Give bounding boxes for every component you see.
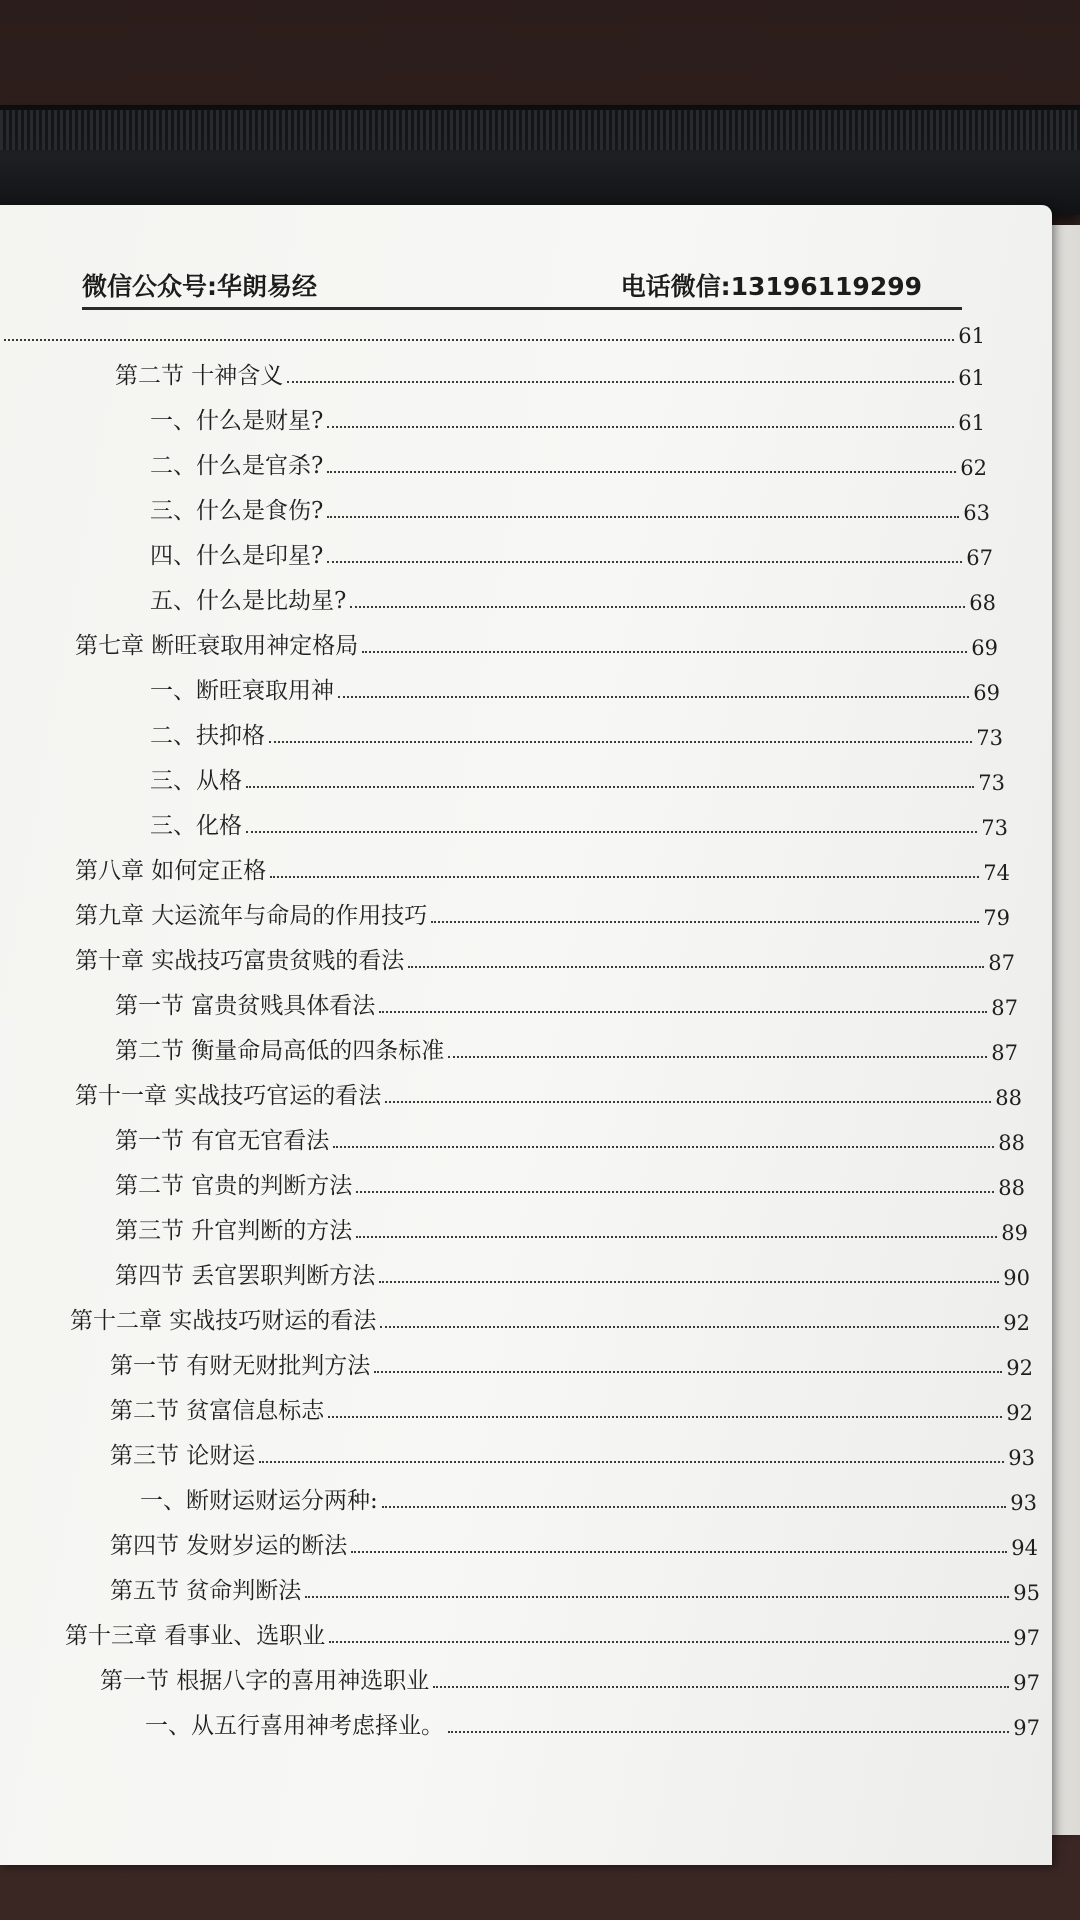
toc-entry-title: 四、什么是印星?	[150, 543, 324, 569]
toc-entry-title: 第十一章 实战技巧官运的看法	[75, 1083, 382, 1109]
toc-entry	[110, 1565, 1040, 1605]
toc-entry	[75, 890, 1010, 930]
toc-entry	[150, 710, 1003, 750]
toc-entry-title: 三、从格	[150, 768, 242, 794]
toc-entry	[140, 1475, 1037, 1515]
toc-entry-page: 97	[1013, 1716, 1040, 1740]
toc-entry-page: 61	[958, 411, 985, 435]
toc-entry-title: 第二节 衡量命局高低的四条标准	[115, 1038, 445, 1064]
toc-entry-title: 一、从五行喜用神考虑择业。	[145, 1713, 444, 1739]
toc-entry	[150, 665, 1000, 705]
toc-entry	[115, 1205, 1028, 1245]
dot-leader	[327, 471, 956, 473]
toc-entry-title: 第四节 丢官罢职判断方法	[115, 1263, 376, 1289]
dot-leader	[351, 1551, 1007, 1553]
toc-entry-page: 61	[958, 366, 985, 390]
toc-entry	[150, 395, 985, 435]
dot-leader	[374, 1371, 1002, 1373]
dot-leader	[362, 651, 967, 653]
toc-entry-title: 第三节 论财运	[110, 1443, 256, 1469]
toc-entry-page: 88	[998, 1131, 1025, 1155]
dot-leader	[379, 1011, 987, 1013]
dot-leader	[259, 1461, 1004, 1463]
toc-entry-title: 第七章 断旺衰取用神定格局	[75, 633, 359, 659]
dot-leader	[433, 1686, 1009, 1688]
toc-entry	[150, 440, 987, 480]
dot-leader	[380, 1326, 999, 1328]
toc-entry	[150, 485, 990, 525]
toc-entry-page: 73	[978, 771, 1005, 795]
dot-leader	[350, 606, 965, 608]
dot-leader	[408, 966, 984, 968]
dot-leader	[382, 1506, 1007, 1508]
toc-entry-page: 93	[1008, 1446, 1035, 1470]
toc-entry-title: 第三节 升官判断的方法	[115, 1218, 353, 1244]
dot-leader	[356, 1191, 994, 1193]
dot-leader	[327, 426, 954, 428]
toc-entry-title: 第十二章 实战技巧财运的看法	[70, 1308, 377, 1334]
toc-entry-title: 三、化格	[150, 813, 242, 839]
toc-entry-title: 一、断财运财运分两种:	[140, 1488, 378, 1514]
toc-entry	[0, 308, 985, 348]
toc-entry-title: 一、断旺衰取用神	[150, 678, 334, 704]
toc-entry	[150, 575, 996, 615]
dot-leader	[287, 381, 954, 383]
toc-entry	[75, 620, 998, 660]
toc-entry-title: 第九章 大运流年与命局的作用技巧	[75, 903, 428, 929]
toc-entry	[110, 1430, 1035, 1470]
toc-entry-page: 87	[988, 951, 1015, 975]
dot-leader	[356, 1236, 997, 1238]
toc-entry	[75, 1070, 1022, 1110]
toc-entry-title: 第十三章 看事业、选职业	[65, 1623, 326, 1649]
toc-entry-title: 三、什么是食伤?	[150, 498, 324, 524]
dot-leader	[338, 696, 969, 698]
toc-entry	[70, 1295, 1030, 1335]
toc-entry	[75, 935, 1015, 975]
document-page	[0, 205, 1052, 1865]
toc-entry-page: 97	[1013, 1626, 1040, 1650]
toc-entry-title: 第十章 实战技巧富贵贫贱的看法	[75, 948, 405, 974]
toc-entry-page: 73	[976, 726, 1003, 750]
toc-entry	[100, 1655, 1040, 1695]
toc-entry-page: 92	[1003, 1311, 1030, 1335]
toc-entry	[115, 350, 985, 390]
toc-entry-page: 95	[1013, 1581, 1040, 1605]
page-header	[82, 271, 962, 310]
toc-entry	[110, 1385, 1033, 1425]
toc-entry-title: 第一节 根据八字的喜用神选职业	[100, 1668, 430, 1694]
dot-leader	[448, 1731, 1009, 1733]
toc-entry-page: 94	[1011, 1536, 1038, 1560]
dot-leader	[328, 1416, 1002, 1418]
toc-entry	[115, 1025, 1018, 1065]
toc-entry-page: 63	[963, 501, 990, 525]
toc-entry-page: 89	[1001, 1221, 1028, 1245]
toc-entry-title: 第四节 发财岁运的断法	[110, 1533, 348, 1559]
toc-entry-page: 68	[969, 591, 996, 615]
dot-leader	[329, 1641, 1009, 1643]
header-phone: 电话微信:13196119299	[620, 272, 922, 301]
toc-entry-title: 第二节 官贵的判断方法	[115, 1173, 353, 1199]
toc-entry-title: 五、什么是比劫星?	[150, 588, 347, 614]
toc-entry-page: 61	[958, 324, 985, 348]
toc-entry	[150, 800, 1008, 840]
toc-entry-page: 93	[1010, 1491, 1037, 1515]
toc-entry-page: 97	[1013, 1671, 1040, 1695]
dot-leader	[270, 876, 979, 878]
toc-entry	[115, 1115, 1025, 1155]
dot-leader	[4, 339, 954, 341]
dot-leader	[327, 561, 962, 563]
toc-entry-page: 87	[991, 996, 1018, 1020]
toc-entry-title: 二、什么是官杀?	[150, 453, 324, 479]
toc-entry-title: 第一节 有财无财批判方法	[110, 1353, 371, 1379]
toc-entry	[145, 1700, 1040, 1740]
dot-leader	[379, 1281, 999, 1283]
toc-entry-page: 90	[1003, 1266, 1030, 1290]
dot-leader	[305, 1596, 1009, 1598]
toc-entry-page: 73	[981, 816, 1008, 840]
toc-entry-page: 79	[983, 906, 1010, 930]
toc-entry-title: 第一节 富贵贫贱具体看法	[115, 993, 376, 1019]
toc-entry	[115, 1160, 1025, 1200]
toc-entry	[65, 1610, 1040, 1650]
toc-entry-page: 88	[995, 1086, 1022, 1110]
dot-leader	[327, 516, 959, 518]
toc-entry	[110, 1520, 1038, 1560]
toc-entry-page: 87	[991, 1041, 1018, 1065]
toc-entry-page: 92	[1006, 1356, 1033, 1380]
binder-edge	[0, 110, 1080, 150]
toc-entry-page: 88	[998, 1176, 1025, 1200]
dot-leader	[246, 786, 974, 788]
toc-entry-title: 第二节 贫富信息标志	[110, 1398, 325, 1424]
toc-entry	[150, 755, 1005, 795]
toc-entry-page: 69	[971, 636, 998, 660]
toc-entry-page: 92	[1006, 1401, 1033, 1425]
toc-entry-title: 第五节 贫命判断法	[110, 1578, 302, 1604]
toc-entry-page: 67	[966, 546, 993, 570]
dot-leader	[431, 921, 979, 923]
toc-entry-title: 二、扶抑格	[150, 723, 265, 749]
toc-entry	[115, 1250, 1030, 1290]
toc-entry-title: 一、什么是财星?	[150, 408, 324, 434]
toc-entry-title: 第一节 有官无官看法	[115, 1128, 330, 1154]
header-wechat: 微信公众号:华朗易经	[82, 272, 317, 301]
dot-leader	[333, 1146, 994, 1148]
toc-entry	[150, 530, 993, 570]
dot-leader	[385, 1101, 991, 1103]
toc-entry-title: 第二节 十神含义	[115, 363, 284, 389]
dot-leader	[246, 831, 977, 833]
toc-entry	[75, 845, 1010, 885]
toc-entry	[115, 980, 1018, 1020]
toc-entry-title: 第八章 如何定正格	[75, 858, 267, 884]
toc-entry-page: 62	[960, 456, 987, 480]
toc-entry	[110, 1340, 1033, 1380]
dot-leader	[448, 1056, 987, 1058]
toc-entry-page: 74	[983, 861, 1010, 885]
toc-entry-page: 69	[973, 681, 1000, 705]
dot-leader	[269, 741, 972, 743]
